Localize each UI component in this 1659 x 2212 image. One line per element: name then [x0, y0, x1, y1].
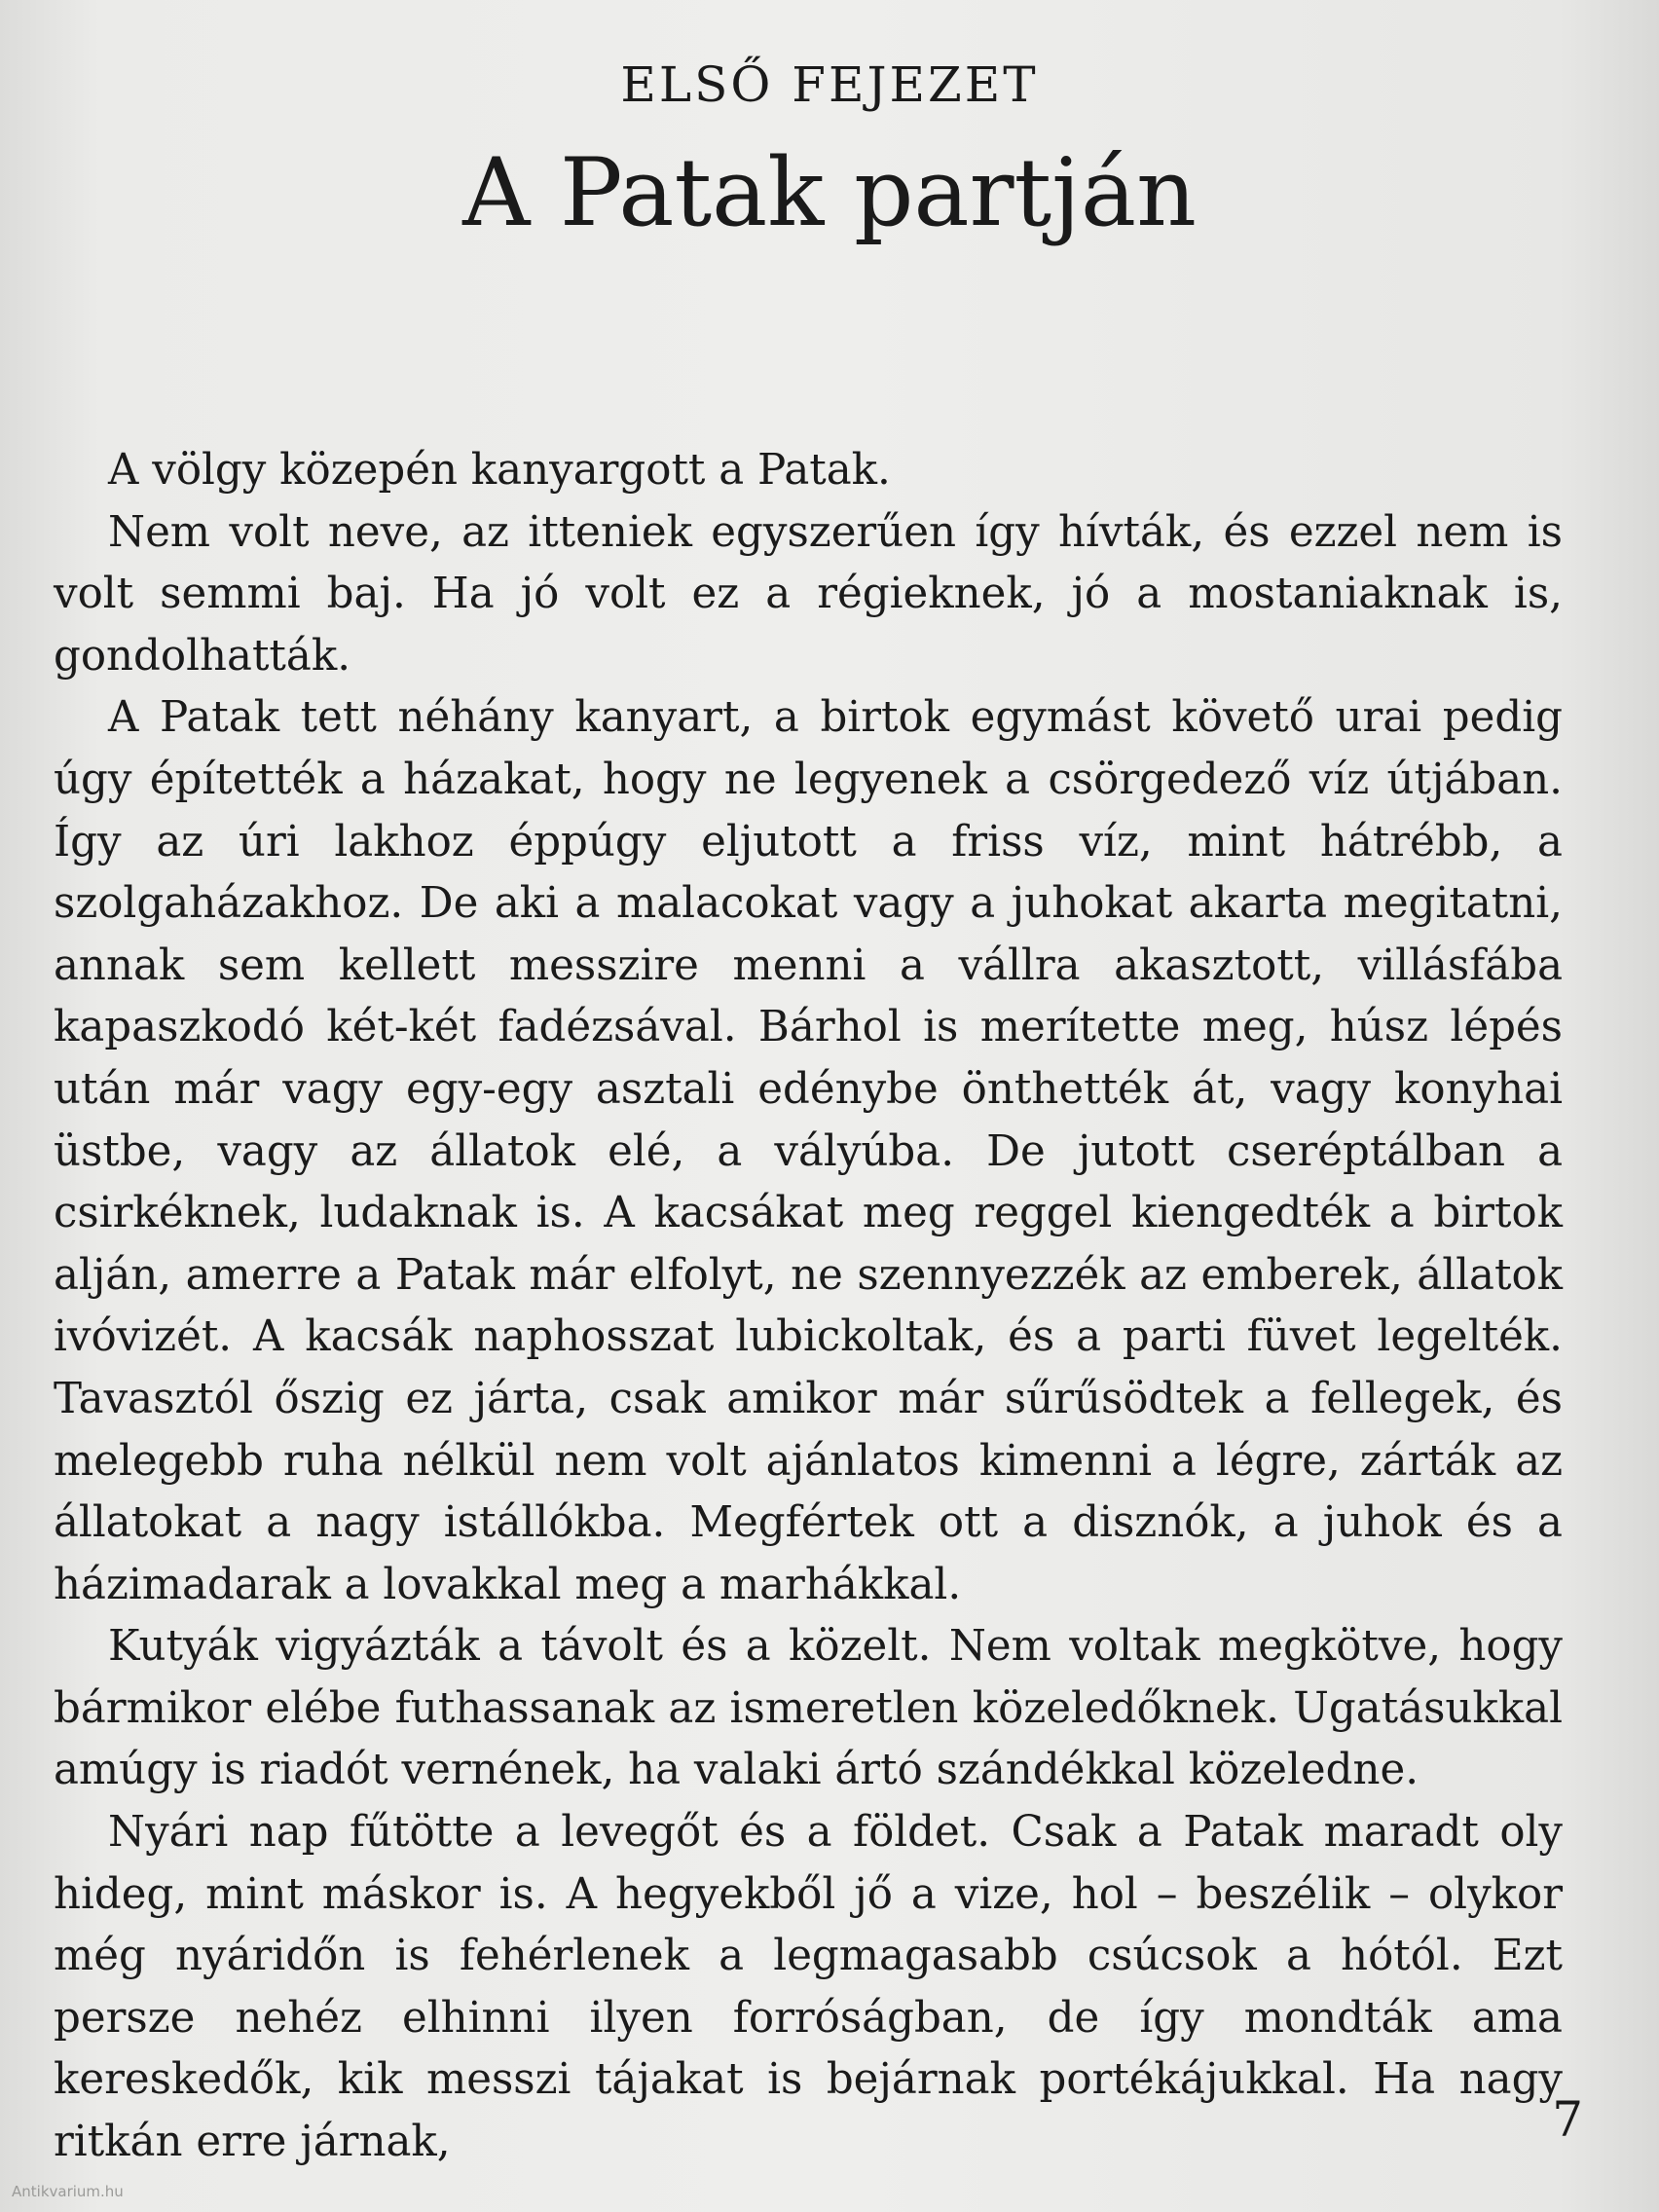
watermark: Antikvarium.hu [12, 2183, 124, 2200]
page-number: 7 [1552, 2091, 1583, 2148]
chapter-title: A Patak partján [462, 138, 1197, 247]
body-text [54, 440, 1563, 2174]
chapter-label: ELSŐ FEJEZET [620, 56, 1039, 113]
paragraph: Nyári nap fűtötte a levegőt és a földet. Csak a Patak maradt oly hideg, mint máskor is. A hegyekből jő a vize, hol – beszélik – olykor még nyáridőn is fehérlenek a legmagasabb csúcsok a hótól. Ezt persze nehéz elhinni ilyen forróságban, de így mondták ama kereskedők, kik messzi tájakat is bejárnak portékájukkal. Ha nagy ritkán erre járnak, [54, 1808, 1563, 2167]
paragraph: A Patak tett néhány kanyart, a birtok egymást követő urai pedig úgy építették a házakat, hogy ne legyenek a csörgedező víz útjában. Így az úri lakhoz éppúgy eljutott a friss víz, mint hátrébb, a szolgaházakhoz. De aki a malacokat vagy a juhokat akarta megitatni, annak sem kellett messzire menni a vállra akasztott, villásfába kapaszkodó két-két fadézsával. Bárhol is merítette meg, húsz lépés után már vagy egy-egy asztali edénybe önthették át, vagy konyhai üstbe, vagy az állatok elé, a vályúba. De jutott cseréptálban a csirkéknek, ludaknak is. A kacsákat meg reggel kiengedték a birtok alján, amerre a Patak már elfolyt, ne szennyezzék az emberek, állatok ivóvizét. A kacsák naphosszat lubickoltak, és a parti füvet legelték. Tavasztól őszig ez járta, csak amikor már sűrűsödtek a fellegek, és melegebb ruha nélkül nem volt ajánlatos kimenni a légre, zárták az állatokat a nagy istállókba. Megfértek ott a disznók, a juhok és a házimadarak a lovakkal meg a marhákkal. [54, 693, 1563, 1609]
paragraph: A völgy közepén kanyargott a Patak. [108, 446, 891, 495]
paragraph: Kutyák vigyázták a távolt és a közelt. Nem voltak megkötve, hogy bármikor elébe futhassanak az ismeretlen közeledőknek. Ugatásukkal amúgy is riadót vernének, ha valaki ártó szándékkal közeledne. [54, 1622, 1563, 1795]
paragraph: Nem volt neve, az itteniek egyszerűen így hívták, és ezzel nem is volt semmi baj. Ha jó volt ez a régieknek, jó a mostaniaknak is, gondolhatták. [54, 507, 1563, 681]
